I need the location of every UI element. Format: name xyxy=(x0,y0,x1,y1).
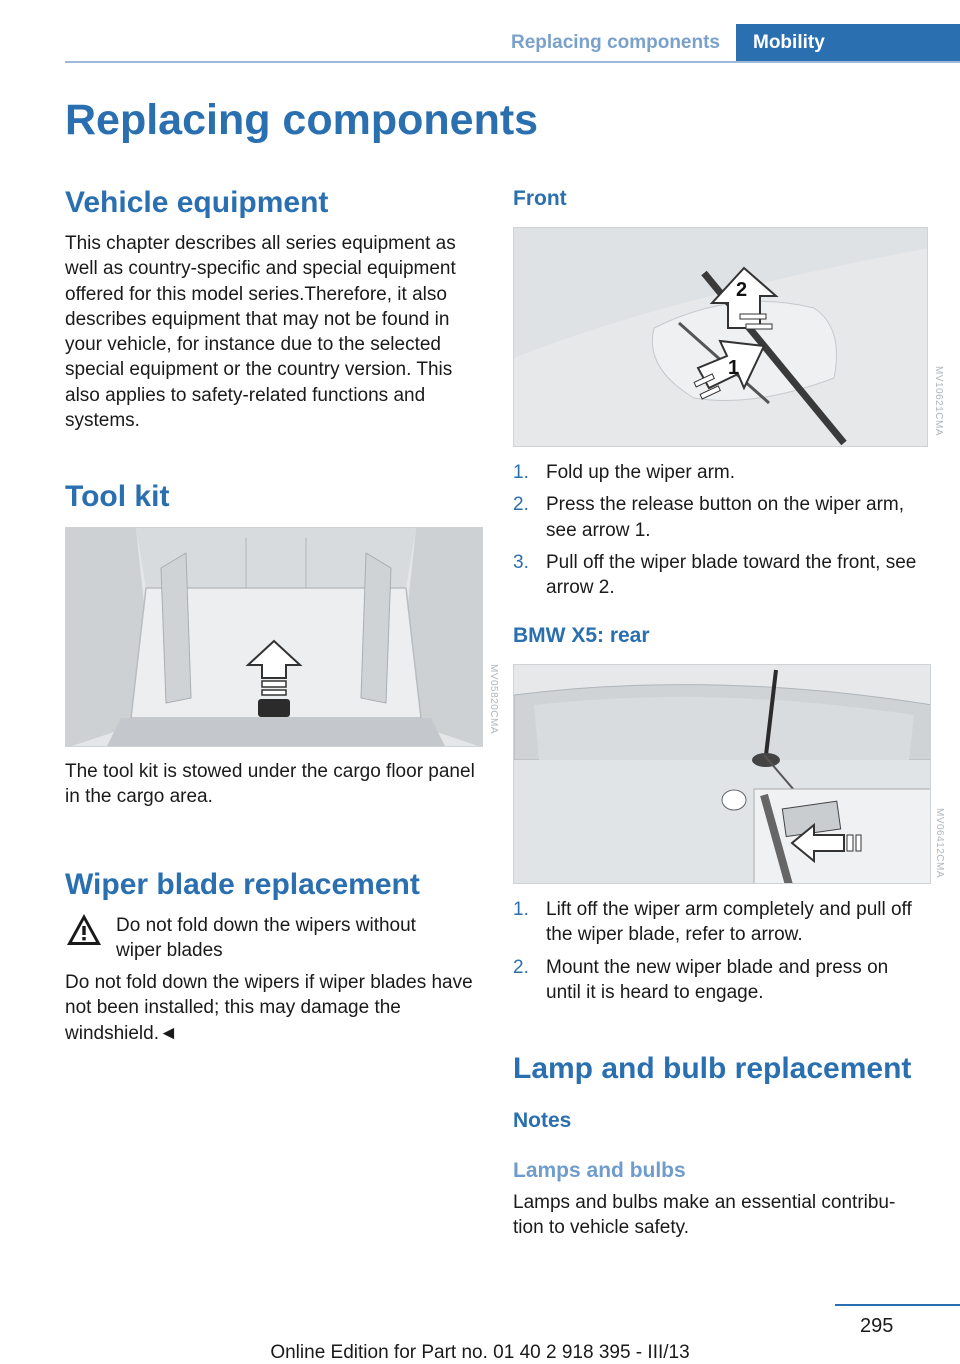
lamp-heading: Lamp and bulb replacement xyxy=(513,1052,912,1085)
svg-text:1: 1 xyxy=(728,357,740,379)
warning-title: Do not fold down the wipers without wiper blades xyxy=(116,915,416,962)
warning-triangle-icon xyxy=(65,912,103,948)
rear-heading: BMW X5: rear xyxy=(513,624,650,647)
list-item: 3. Pull off the wiper blade toward the front, see arrow 2. xyxy=(513,551,917,599)
tool-kit-image xyxy=(65,527,483,747)
rear-steps xyxy=(513,897,928,1012)
lamp-text: Lamps and bulbs make an essential contribu- tion to vehicle safety. xyxy=(513,1192,896,1239)
header-chapter-tab[interactable]: Mobility xyxy=(736,24,960,61)
rear-wiper-image xyxy=(513,664,931,884)
vehicle-equipment-text: This chapter describes all series equipment as well as country-specific and special equipment offered for this model series.Therefore, it also describes equipment that may not be found in your vehicle, for instance due to the selected special equipment or the country version. This also applies to safety-related functions and systems. xyxy=(65,233,456,432)
warning-box xyxy=(65,912,485,968)
header-section-title: Replacing components xyxy=(510,31,720,53)
tool-kit-text: The tool kit is stowed under the cargo floor panel in the cargo area. xyxy=(65,761,475,808)
header-divider xyxy=(65,61,960,63)
warning-text: Do not fold down the wipers if wiper blades have not been installed; this may damage the windshield.◄ xyxy=(65,972,473,1044)
page-number: 295 xyxy=(860,1315,894,1337)
footer-edition: Online Edition for Part no. 01 40 2 918 395 - III/13 xyxy=(270,1342,690,1363)
footer-divider xyxy=(835,1304,960,1306)
page-title: Replacing components xyxy=(65,96,539,144)
notes-heading: Notes xyxy=(513,1109,572,1132)
vehicle-equipment-heading: Vehicle equipment xyxy=(65,186,329,219)
rear-image-code: MV06412CMA xyxy=(934,808,945,879)
tool-kit-image-code: MV05820CMA xyxy=(488,664,499,735)
tool-kit-heading: Tool kit xyxy=(65,480,170,513)
list-item: 1. Fold up the wiper arm. xyxy=(513,462,736,483)
lamps-bulbs-heading: Lamps and bulbs xyxy=(513,1159,686,1182)
list-item: 1. Lift off the wiper arm completely and pull off the wiper blade, refer to arrow. xyxy=(513,899,912,946)
front-steps xyxy=(513,460,928,607)
list-item: 2. Press the release button on the wiper arm, see arrow 1. xyxy=(513,494,905,541)
wiper-heading: Wiper blade replacement xyxy=(65,868,420,901)
list-item: 2. Mount the new wiper blade and press on until it is heard to engage. xyxy=(513,956,889,1003)
front-image-code: MV10621CMA xyxy=(933,366,944,437)
front-wiper-image xyxy=(513,227,928,447)
svg-text:2: 2 xyxy=(736,279,748,301)
front-heading: Front xyxy=(513,187,567,210)
